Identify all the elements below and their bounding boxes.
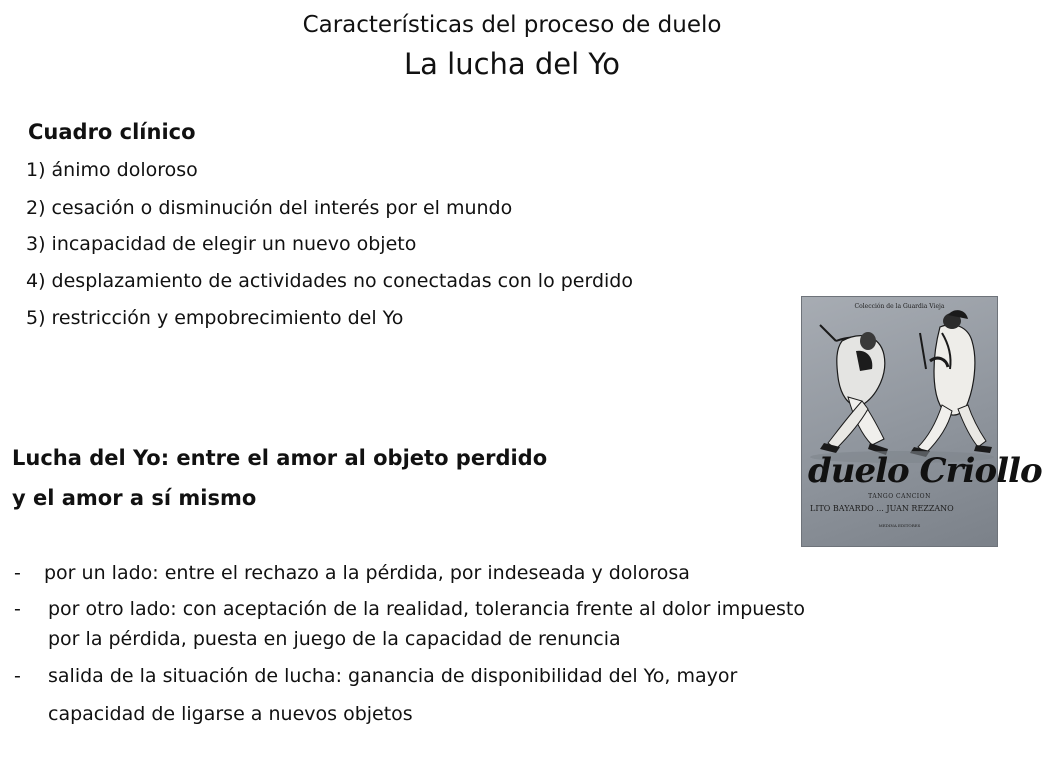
slide-title: La lucha del Yo: [403, 47, 621, 81]
clinical-heading: Cuadro clínico: [28, 120, 196, 144]
bullet-dash: -: [14, 665, 21, 687]
struggle-heading-line2: y el amor a sí mismo: [12, 486, 257, 510]
clinical-item: 2) cesación o disminución del interés por el mundo: [26, 197, 513, 219]
duelo-criollo-poster-image: [801, 296, 1042, 547]
clinical-item: 4) desplazamiento de actividades no conectadas con lo perdido: [26, 270, 633, 292]
bullet-line: por otro lado: con aceptación de la realidad, tolerancia frente al dolor impuesto: [48, 598, 806, 620]
poster-collection-label: Colección de la Guardia Vieja: [854, 303, 945, 310]
clinical-item: 3) incapacidad de elegir un nuevo objeto: [26, 233, 417, 255]
slide-subtitle: Características del proceso de duelo: [302, 12, 722, 38]
bullet-dash: -: [14, 598, 21, 620]
poster-subtitle: TANGO CANCION: [868, 493, 931, 500]
clinical-item: 5) restricción y empobrecimiento del Yo: [26, 307, 404, 329]
struggle-heading-line1: Lucha del Yo: entre el amor al objeto perdido: [12, 446, 548, 470]
poster-title: duelo Criollo: [808, 451, 1042, 491]
bullet-line: salida de la situación de lucha: ganancia de disponibilidad del Yo, mayor: [48, 665, 738, 687]
poster-credits: LITO BAYARDO ... JUAN REZZANO: [810, 504, 954, 513]
bullet-line: capacidad de ligarse a nuevos objetos: [48, 703, 413, 725]
clinical-item: 1) ánimo doloroso: [26, 159, 198, 181]
poster-publisher: MEDINA EDITORES: [878, 523, 921, 528]
bullet-line: por la pérdida, puesta en juego de la capacidad de renuncia: [48, 628, 621, 650]
bullet-line: por un lado: entre el rechazo a la pérdida, por indeseada y dolorosa: [44, 562, 690, 584]
bullet-dash: -: [14, 562, 21, 584]
